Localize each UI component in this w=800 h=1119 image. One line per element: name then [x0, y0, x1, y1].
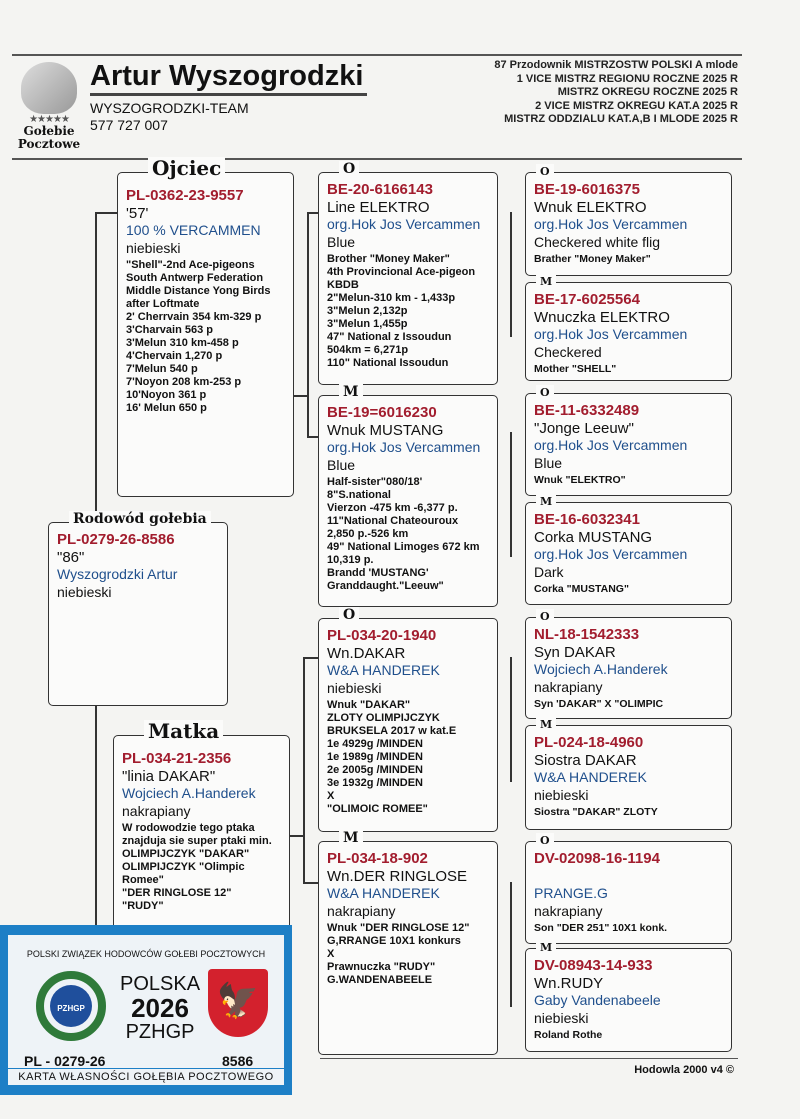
- pigeon-name: Syn DAKAR: [534, 644, 616, 661]
- breeder: org.Hok Jos Vercammen: [534, 437, 688, 453]
- ring-number: DV-02098-16-1194: [534, 850, 660, 867]
- pigeon-notes: Siostra "DAKAR" ZLOTY: [534, 806, 658, 818]
- pedigree-box-father: [117, 156, 294, 497]
- pigeon-notes: Roland Rothe: [534, 1029, 603, 1041]
- pigeon-color: nakrapiany: [534, 903, 603, 919]
- card-center: [120, 973, 200, 1043]
- connector: [307, 212, 309, 437]
- achievement: 87 Przodownik MISTRZOSTW POLSKI A mlode: [494, 59, 738, 71]
- pigeon-name: Siostra DAKAR: [534, 752, 637, 769]
- pedigree-box-mfm: [525, 718, 732, 830]
- pigeon-color: nakrapiany: [122, 803, 191, 819]
- box-label: M: [536, 494, 556, 510]
- pigeon-color: niebieski: [57, 584, 112, 600]
- pedigree-box-mm: [318, 830, 498, 1055]
- pigeon-name: Wn.DAKAR: [327, 645, 406, 662]
- connector: [95, 212, 97, 522]
- pigeon-name: "linia DAKAR": [122, 768, 216, 785]
- breeder: PRANGE.G: [534, 885, 608, 901]
- pigeon-name: Wnuczka ELEKTRO: [534, 309, 670, 326]
- card-inner: [8, 935, 284, 1085]
- box-label: O: [339, 607, 359, 623]
- pigeon-name: [534, 868, 725, 885]
- box-label: M: [339, 384, 363, 400]
- achievement: MISTRZ OKREGU ROCZNE 2025 R: [557, 86, 738, 98]
- card-ring-left: PL - 0279-26: [24, 1053, 106, 1069]
- box-label: O: [339, 161, 359, 177]
- pigeon-color: niebieski: [534, 787, 589, 803]
- pigeon-head-icon: [21, 62, 77, 114]
- header-bottom-rule: [12, 158, 742, 160]
- ring-number: PL-024-18-4960: [534, 734, 644, 751]
- pigeon-color: niebieski: [327, 680, 382, 696]
- pigeon-color: Dark: [534, 564, 564, 580]
- achievement: MISTRZ ODDZIALU KAT.A,B I MLODE 2025 R: [504, 113, 738, 125]
- pigeon-color: niebieski: [534, 1010, 589, 1026]
- connector: [95, 212, 117, 214]
- breeder: org.Hok Jos Vercammen: [534, 546, 688, 562]
- breeder: Wojciech A.Handerek: [122, 785, 256, 801]
- breeder: W&A HANDEREK: [327, 885, 440, 901]
- pedigree-box-mmm: [525, 941, 732, 1052]
- box-label: M: [536, 274, 556, 290]
- ring-number: BE-19=6016230: [327, 404, 437, 421]
- pigeon-color: nakrapiany: [327, 903, 396, 919]
- logo: [14, 62, 84, 157]
- connector: [290, 835, 304, 837]
- breeder: org.Hok Jos Vercammen: [327, 216, 481, 232]
- connector: [510, 432, 512, 557]
- pedigree-box-fff: [525, 165, 732, 276]
- card-caption: KARTA WŁASNOŚCI GOŁĘBIA POCZTOWEGO: [8, 1068, 284, 1083]
- card-ring-right: 8586: [222, 1053, 254, 1069]
- pigeon-color: Blue: [327, 457, 356, 473]
- pigeon-color: Blue: [327, 234, 356, 250]
- emblem-text: PZHGP: [50, 985, 92, 1027]
- box-label: O: [536, 609, 554, 625]
- ring-number: PL-0362-23-9557: [126, 187, 244, 204]
- ring-number: PL-0279-26-8586: [57, 531, 175, 548]
- pigeon-name: Wn.DER RINGLOSE: [327, 868, 468, 885]
- achievement: 1 VICE MISTRZ REGIONU ROCZNE 2025 R: [516, 72, 738, 85]
- breeder: W&A HANDEREK: [534, 769, 647, 785]
- pedigree-box-mmf: [525, 834, 732, 944]
- pigeon-name: Wnuk MUSTANG: [327, 422, 444, 439]
- pigeon-notes: W rodowodzie tego ptaka znajduja sie super ptaki min. OLIMPIJCZYK "DAKAR" OLIMPIJCZYK "Olimpic Romee" "DER RINGLOSE 12" "RUDY": [122, 822, 272, 912]
- ring-number: NL-18-1542333: [534, 626, 640, 643]
- achievements: [494, 59, 738, 127]
- pigeon-color: Checkered white flig: [534, 234, 661, 250]
- pedigree-box-ff: [318, 161, 498, 385]
- pigeon-color: niebieski: [126, 240, 181, 256]
- card-org: POLSKI ZWIĄZEK HODOWCÓW GOŁEBI POCZTOWYCH: [26, 949, 266, 959]
- pigeon-color: nakrapiany: [534, 679, 603, 695]
- box-label: M: [339, 830, 363, 846]
- breeder: Wojciech A.Handerek: [534, 661, 668, 677]
- pigeon-notes: Mother "SHELL": [534, 363, 617, 375]
- team-name: WYSZOGRODZKI-TEAM: [90, 100, 249, 116]
- pigeon-notes: "Shell"-2nd Ace-pigeons South Antwerp Federation Middle Distance Yong Birds after Loftmate 2' Cherrvain 354 km-329 p 3'Charvain 563 p 3'Melun 310 km-458 p 4'Chervain 1,270 p 7'Melun 540 p 7'Noyon 208 km-253 p 10'Noyon 361 p 16' Melun 650 p: [126, 259, 271, 414]
- connector: [303, 882, 319, 884]
- box-label: O: [536, 833, 554, 849]
- pigeon-notes: Wnuk "DER RINGLOSE 12" G,RRANGE 10X1 konkurs X Prawnuczka "RUDY" G.WANDENABEELE: [327, 922, 470, 986]
- card-assoc: PZHGP: [125, 1021, 195, 1043]
- card-year: 2026: [131, 993, 189, 1023]
- breeder: W&A HANDEREK: [327, 662, 440, 678]
- breeder: org.Hok Jos Vercammen: [534, 326, 688, 342]
- card-country: POLSKA: [120, 973, 201, 995]
- connector: [510, 882, 512, 1007]
- logo-text: Pocztowe: [17, 137, 81, 151]
- breeder: org.Hok Jos Vercammen: [534, 216, 688, 232]
- pedigree-box-subject: [48, 511, 228, 706]
- pigeon-notes: Brather "Money Maker": [534, 253, 651, 265]
- ownership-card: [0, 925, 292, 1095]
- logo-text: Gołebie: [23, 124, 75, 138]
- pigeon-notes: Syn 'DAKAR" X "OLIMPIC: [534, 698, 664, 710]
- connector: [303, 657, 319, 659]
- box-label: Matka: [144, 720, 223, 742]
- pigeon-name: Wnuk ELEKTRO: [534, 199, 647, 216]
- ring-number: PL-034-20-1940: [327, 627, 437, 644]
- pigeon-notes: Brother "Money Maker" 4th Provincional Ace-pigeon KBDB 2"Melun-310 km - 1,433p 3"Melun 2,132p 3"Melun 1,455p 47" National z Issoudun 504km = 6,271p 110" National Issoudun: [327, 253, 476, 369]
- footer-credit: Hodowla 2000 v4 ©: [634, 1064, 734, 1076]
- pigeon-color: Blue: [534, 455, 563, 471]
- pigeon-color: Checkered: [534, 344, 602, 360]
- ring-number: BE-17-6025564: [534, 291, 640, 308]
- ring-number: DV-08943-14-933: [534, 957, 653, 974]
- connector: [293, 395, 307, 397]
- connector: [303, 657, 305, 882]
- box-label: Ojciec: [148, 157, 225, 179]
- pedigree-box-mff: [525, 610, 732, 719]
- pigeon-notes: Half-sister"080/18' 8"S.national Vierzon -475 km -6,377 p. 11"National Chateouroux 2,850 p.-526 km 49" National Limoges 672 km 10,319 p. Brandd 'MUSTANG' Granddaught."Leeuw": [327, 476, 480, 592]
- pigeon-name: '57': [126, 205, 149, 222]
- ring-number: BE-19-6016375: [534, 181, 640, 198]
- pigeon-name: "86": [57, 549, 85, 566]
- pedigree-box-fm: [318, 384, 498, 607]
- pigeon-notes: Son "DER 251" 10X1 konk.: [534, 922, 668, 934]
- pigeon-notes: Wnuk "DAKAR" ZLOTY OLIMPIJCZYK BRUKSELA 2017 w kat.E 1e 4929g /MINDEN 1e 1989g /MINDEN 2e 2005g /MINDEN 3e 1932g /MINDEN X "OLIMOIC ROMEE": [327, 699, 457, 815]
- pedigree-box-fmm: [525, 495, 732, 605]
- box-label: M: [536, 717, 556, 733]
- polish-eagle-icon: 🦅: [208, 969, 268, 1037]
- breeder-name: Artur Wyszogrodzki: [90, 60, 367, 96]
- stars-icon: ★★★★★: [29, 114, 69, 125]
- connector: [510, 212, 512, 337]
- pigeon-notes: Corka "MUSTANG": [534, 583, 629, 595]
- breeder: org.Hok Jos Vercammen: [327, 439, 481, 455]
- breeder: Wyszogrodzki Artur: [57, 566, 178, 582]
- phone-number: 577 727 007: [90, 117, 168, 133]
- ring-number: PL-034-18-902: [327, 850, 428, 867]
- pedigree-box-fmf: [525, 386, 732, 496]
- box-label: M: [536, 940, 556, 956]
- pigeon-name: Line ELEKTRO: [327, 199, 430, 216]
- pigeon-name: Wn.RUDY: [534, 975, 604, 992]
- header-top-rule: [12, 54, 742, 56]
- ring-number: BE-20-6166143: [327, 181, 433, 198]
- connector: [510, 657, 512, 782]
- breeder: Gaby Vandenabeele: [534, 992, 661, 1008]
- ring-number: BE-16-6032341: [534, 511, 640, 528]
- box-label: Rodowód gołebia: [69, 511, 211, 527]
- box-label: O: [536, 385, 554, 401]
- pedigree-box-ffm: [525, 275, 732, 381]
- pigeon-name: Corka MUSTANG: [534, 529, 653, 546]
- pigeon-notes: Wnuk "ELEKTRO": [534, 474, 626, 486]
- ring-number: BE-11-6332489: [534, 402, 640, 419]
- pigeon-name: "Jonge Leeuw": [534, 420, 634, 437]
- pzhgp-emblem-icon: [36, 971, 106, 1041]
- box-label: O: [536, 164, 554, 180]
- ring-number: PL-034-21-2356: [122, 750, 232, 767]
- achievement: 2 VICE MISTRZ OKREGU KAT.A 2025 R: [535, 99, 738, 112]
- footer-rule: [320, 1058, 738, 1059]
- pedigree-box-mf: [318, 607, 498, 832]
- breeder: 100 % VERCAMMEN: [126, 222, 261, 238]
